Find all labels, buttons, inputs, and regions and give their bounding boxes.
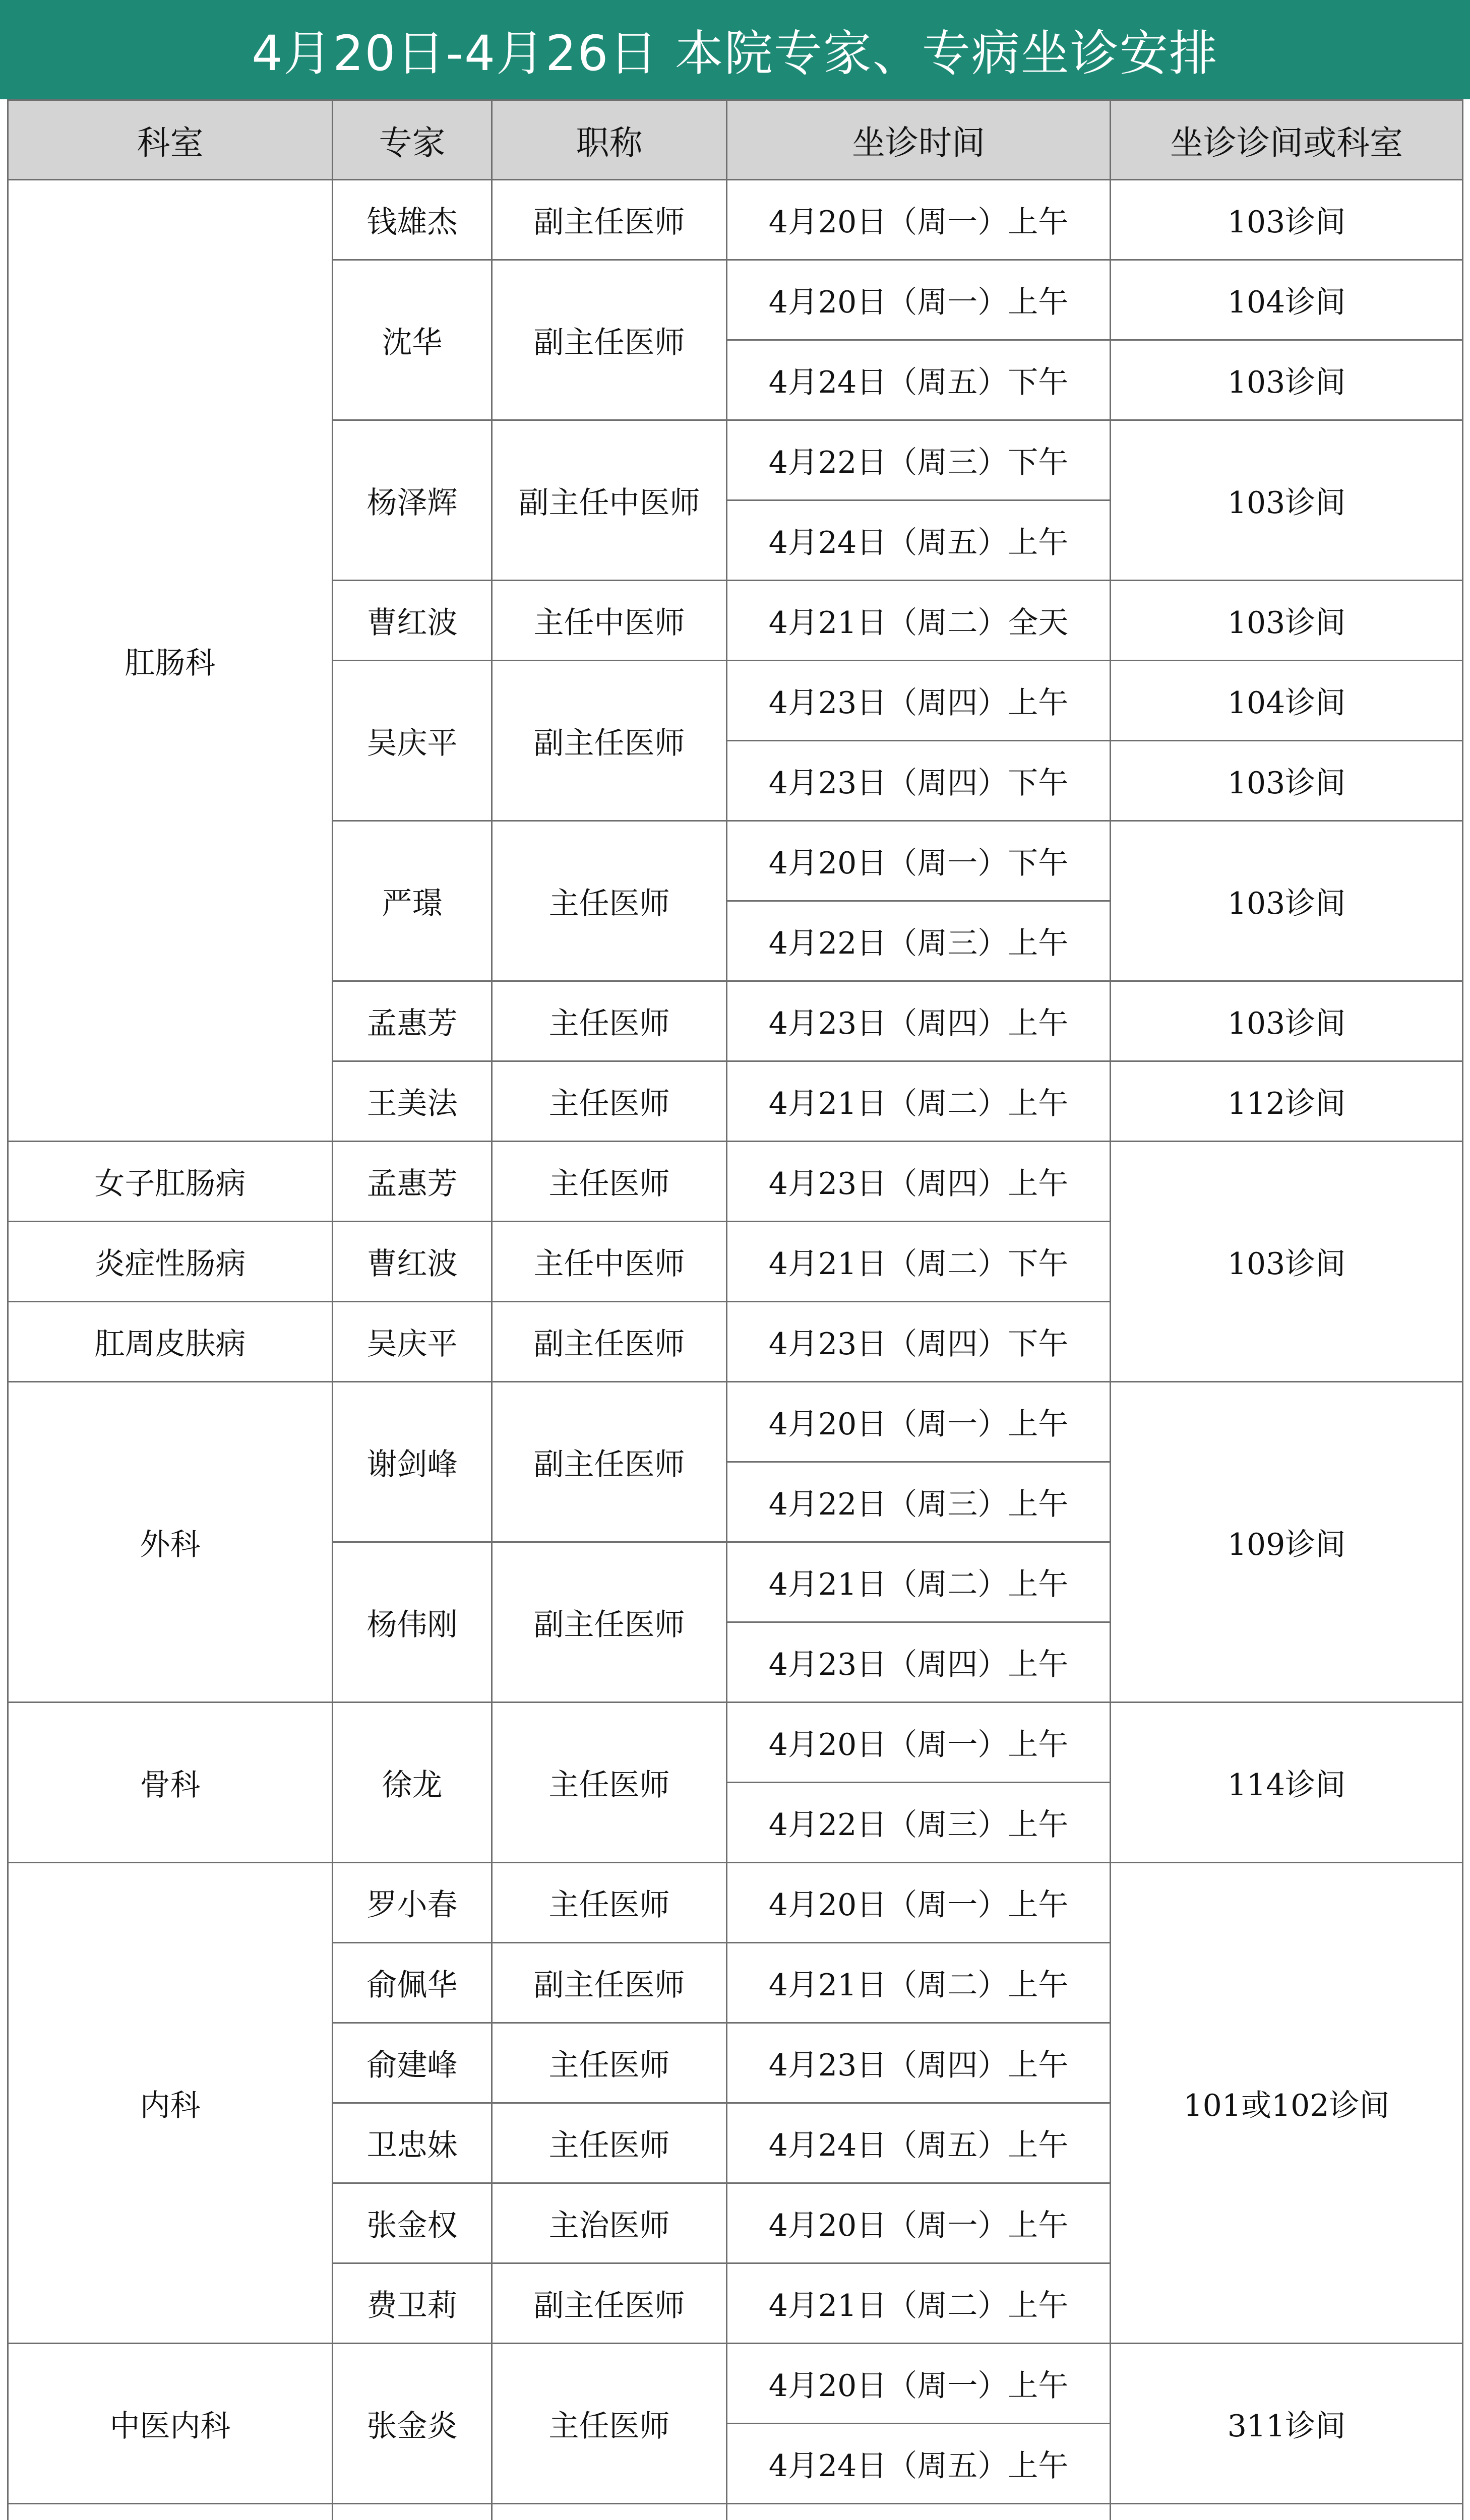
expert-cell: 张金炎 xyxy=(333,2344,492,2504)
department-cell: 女子肛肠病 xyxy=(8,1142,333,1222)
header-clinic-room: 坐诊诊间或科室 xyxy=(1111,100,1463,180)
title-cell: 主任中医师 xyxy=(492,581,727,661)
room-cell: 101或102诊间 xyxy=(1111,1863,1463,2344)
time-cell: 4月23日（周四）上午 xyxy=(727,981,1111,1061)
expert-cell: 张金权 xyxy=(333,2183,492,2263)
title-cell xyxy=(492,2504,727,2520)
title-cell: 主任医师 xyxy=(492,2344,727,2504)
time-cell: 4月23日（周四）上午 xyxy=(727,2023,1111,2103)
department-cell xyxy=(8,2504,333,2520)
room-cell: 103诊间 xyxy=(1111,420,1463,581)
room-cell: 109诊间 xyxy=(1111,1382,1463,1703)
time-cell: 4月24日（周五）下午 xyxy=(727,340,1111,420)
time-cell: 4月20日（周一）上午 xyxy=(727,260,1111,340)
time-cell: 4月20日（周一）上午 xyxy=(727,1703,1111,1783)
table-row xyxy=(8,1703,1463,1783)
time-cell: 4月20日（周一）上午 xyxy=(727,2344,1111,2424)
room-cell xyxy=(1111,2504,1463,2520)
table-row xyxy=(8,1382,1463,1462)
expert-cell: 俞建峰 xyxy=(333,2023,492,2103)
expert-cell: 徐龙 xyxy=(333,1703,492,1863)
time-cell: 4月23日（周四）上午 xyxy=(727,661,1111,741)
title-cell: 副主任医师 xyxy=(492,1382,727,1542)
expert-cell: 吴庆平 xyxy=(333,1302,492,1382)
header-expert: 专家 xyxy=(333,100,492,180)
department-cell: 肛周皮肤病 xyxy=(8,1302,333,1382)
table-header-row xyxy=(8,100,1463,180)
room-cell: 103诊间 xyxy=(1111,581,1463,661)
room-cell: 103诊间 xyxy=(1111,180,1463,260)
expert-cell: 罗小春 xyxy=(333,1863,492,1943)
department-cell: 外科 xyxy=(8,1382,333,1703)
time-cell: 4月21日（周二）上午 xyxy=(727,1061,1111,1142)
room-cell: 104诊间 xyxy=(1111,260,1463,340)
expert-cell: 钱雄杰 xyxy=(333,180,492,260)
header-department: 科室 xyxy=(8,100,333,180)
table-row xyxy=(8,1142,1463,1222)
expert-cell: 杨泽辉 xyxy=(333,420,492,581)
expert-cell: 吴庆平 xyxy=(333,661,492,821)
title-cell: 主治医师 xyxy=(492,2183,727,2263)
time-cell: 4月22日（周三）上午 xyxy=(727,901,1111,981)
room-cell: 103诊间 xyxy=(1111,821,1463,981)
time-cell: 4月20日（周一）上午 xyxy=(727,180,1111,260)
time-cell: 4月24日（周五）上午 xyxy=(727,2103,1111,2183)
expert-cell: 王美法 xyxy=(333,1061,492,1142)
room-cell: 103诊间 xyxy=(1111,981,1463,1061)
time-cell: 4月21日（周二）上午 xyxy=(727,1542,1111,1622)
time-cell: 4月22日（周三）上午 xyxy=(727,1462,1111,1542)
department-cell: 内科 xyxy=(8,1863,333,2344)
time-cell: 4月20日（周一）上午 xyxy=(727,1863,1111,1943)
department-cell: 炎症性肠病 xyxy=(8,1222,333,1302)
title-cell: 副主任医师 xyxy=(492,180,727,260)
time-cell: 4月24日（周五）上午 xyxy=(727,500,1111,581)
title-cell: 副主任医师 xyxy=(492,1542,727,1703)
expert-cell: 严璟 xyxy=(333,821,492,981)
title-cell: 主任医师 xyxy=(492,1142,727,1222)
room-cell: 114诊间 xyxy=(1111,1703,1463,1863)
room-cell: 103诊间 xyxy=(1111,340,1463,420)
table-row xyxy=(8,180,1463,260)
time-cell: 4月21日（周二）全天 xyxy=(727,581,1111,661)
time-cell: 4月20日（周一）上午 xyxy=(727,2183,1111,2263)
expert-cell: 孟惠芳 xyxy=(333,981,492,1061)
time-cell: 4月23日（周四）上午 xyxy=(727,1142,1111,1222)
title-cell: 主任中医师 xyxy=(492,1222,727,1302)
time-cell: 4月21日（周二）上午 xyxy=(727,2263,1111,2344)
title-cell: 主任医师 xyxy=(492,1061,727,1142)
header-clinic-time: 坐诊时间 xyxy=(727,100,1111,180)
expert-cell: 沈华 xyxy=(333,260,492,420)
title-cell: 主任医师 xyxy=(492,821,727,981)
room-cell: 103诊间 xyxy=(1111,741,1463,821)
title-cell: 副主任医师 xyxy=(492,1302,727,1382)
expert-cell: 卫忠妹 xyxy=(333,2103,492,2183)
department-cell: 中医内科 xyxy=(8,2344,333,2504)
time-cell: 4月21日（周二）上午 xyxy=(727,1943,1111,2023)
schedule-table xyxy=(7,99,1463,2520)
time-cell: 4月22日（周三）上午 xyxy=(727,1783,1111,1863)
title-cell: 副主任医师 xyxy=(492,260,727,420)
title-cell: 主任医师 xyxy=(492,1863,727,1943)
room-cell: 104诊间 xyxy=(1111,661,1463,741)
title-cell: 主任医师 xyxy=(492,2023,727,2103)
title-cell: 副主任中医师 xyxy=(492,420,727,581)
time-cell: 4月24日（周五）上午 xyxy=(727,2424,1111,2504)
time-cell: 4月21日（周二）下午 xyxy=(727,1222,1111,1302)
page-title: 4月20日-4月26日 本院专家、专病坐诊安排 xyxy=(0,0,1470,99)
table-row xyxy=(8,2344,1463,2424)
time-cell: 4月23日（周四）上午 xyxy=(727,1622,1111,1703)
expert-cell: 谢剑峰 xyxy=(333,1382,492,1542)
time-cell: 4月22日（周三）下午 xyxy=(727,420,1111,500)
time-cell: 4月20日（周一）下午 xyxy=(727,821,1111,901)
expert-cell xyxy=(333,2504,492,2520)
title-cell: 主任医师 xyxy=(492,1703,727,1863)
time-cell: 4月23日（周四）下午 xyxy=(727,1302,1111,1382)
department-cell: 骨科 xyxy=(8,1703,333,1863)
expert-cell: 孟惠芳 xyxy=(333,1142,492,1222)
department-cell: 肛肠科 xyxy=(8,180,333,1142)
table-row xyxy=(8,1863,1463,1943)
room-cell: 112诊间 xyxy=(1111,1061,1463,1142)
expert-cell: 曹红波 xyxy=(333,1222,492,1302)
table-row xyxy=(8,2504,1463,2520)
title-cell: 副主任医师 xyxy=(492,2263,727,2344)
expert-cell: 费卫莉 xyxy=(333,2263,492,2344)
room-cell: 103诊间 xyxy=(1111,1142,1463,1382)
time-cell: 4月20日（周一）上午 xyxy=(727,1382,1111,1462)
expert-cell: 俞佩华 xyxy=(333,1943,492,2023)
room-cell: 311诊间 xyxy=(1111,2344,1463,2504)
time-cell xyxy=(727,2504,1111,2520)
expert-cell: 杨伟刚 xyxy=(333,1542,492,1703)
expert-cell: 曹红波 xyxy=(333,581,492,661)
title-cell: 副主任医师 xyxy=(492,1943,727,2023)
title-cell: 副主任医师 xyxy=(492,661,727,821)
title-cell: 主任医师 xyxy=(492,2103,727,2183)
title-cell: 主任医师 xyxy=(492,981,727,1061)
time-cell: 4月23日（周四）下午 xyxy=(727,741,1111,821)
header-title: 职称 xyxy=(492,100,727,180)
